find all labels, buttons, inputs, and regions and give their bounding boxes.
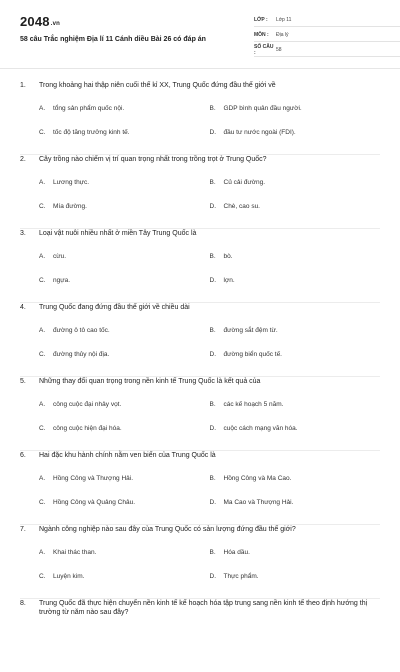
question-item	[20, 377, 380, 451]
question-text: Trung Quốc đang đứng đầu thế giới về chiều dài	[39, 304, 190, 311]
option-letter: B.	[209, 179, 216, 186]
option-text: Hồng Công và Ma Cao.	[223, 475, 292, 482]
option-letter: B.	[209, 327, 216, 334]
option-letter: C.	[39, 351, 46, 358]
meta-label: SỐ CÂU :	[254, 44, 274, 56]
question-item	[20, 451, 380, 525]
answer-options	[39, 548, 380, 596]
question-stem	[20, 303, 380, 312]
answer-option[interactable]	[39, 400, 210, 409]
question-item	[20, 229, 380, 303]
answer-option[interactable]	[210, 498, 381, 507]
option-row	[39, 400, 380, 424]
answer-option[interactable]	[210, 326, 381, 335]
answer-option[interactable]	[39, 202, 210, 211]
question-text: Trung Quốc đã thực hiện chuyển nền kinh tế kế hoạch hóa tập trung sang nền kinh tế theo định hướng thị trường từ năm nào sau đây?	[39, 600, 368, 616]
answer-options	[39, 178, 380, 226]
meta-value: 58	[276, 47, 282, 53]
option-row	[39, 276, 380, 300]
question-item	[20, 599, 380, 672]
question-text: Loại vật nuôi nhiều nhất ở miền Tây Trung Quốc là	[39, 230, 197, 237]
question-text: Cây trồng nào chiếm vị trí quan trọng nhất trong trồng trọt ở Trung Quốc?	[39, 156, 267, 163]
option-row	[39, 178, 380, 202]
question-stem	[20, 599, 380, 617]
option-text: Chè, cao su.	[223, 203, 260, 210]
option-text: tổng sản phẩm quốc nội.	[53, 105, 125, 112]
option-row	[39, 326, 380, 350]
question-list	[20, 81, 380, 672]
option-text: Hồng Công và Thượng Hải.	[53, 475, 134, 482]
option-letter: A.	[39, 253, 46, 260]
option-text: Thực phẩm.	[223, 573, 259, 580]
question-number: 5.	[20, 378, 26, 385]
question-item	[20, 81, 380, 155]
option-letter: C.	[39, 425, 46, 432]
question-stem	[20, 377, 380, 386]
option-text: GDP bình quân đầu người.	[223, 105, 302, 112]
question-number: 8.	[20, 600, 26, 607]
answer-option[interactable]	[210, 178, 381, 187]
option-text: đường sắt đệm từ.	[223, 327, 278, 334]
question-stem	[20, 81, 380, 90]
option-text: đường thủy nội địa.	[53, 351, 110, 358]
option-letter: D.	[209, 425, 216, 432]
option-text: Củ cải đường.	[223, 179, 265, 186]
option-letter: B.	[209, 549, 216, 556]
option-text: tốc độ tăng trưởng kinh tế.	[53, 129, 130, 136]
answer-option[interactable]	[39, 178, 210, 187]
question-number: 4.	[20, 304, 26, 311]
option-letter: D.	[209, 573, 216, 580]
option-letter: A.	[39, 549, 46, 556]
answer-option[interactable]	[39, 474, 210, 483]
option-letter: D.	[209, 203, 216, 210]
question-number: 6.	[20, 452, 26, 459]
option-letter: C.	[39, 277, 46, 284]
answer-option[interactable]	[210, 350, 381, 359]
answer-option[interactable]	[210, 572, 381, 581]
option-text: ngựa.	[53, 277, 71, 284]
answer-option[interactable]	[39, 424, 210, 433]
option-row	[39, 572, 380, 596]
question-stem	[20, 451, 380, 460]
question-text: Những thay đổi quan trọng trong nền kinh tế Trung Quốc là kết quả của	[39, 378, 261, 385]
option-text: lợn.	[223, 277, 235, 284]
page-header	[20, 0, 380, 62]
option-row	[39, 350, 380, 374]
answer-option[interactable]	[39, 104, 210, 113]
option-text: cuộc cách mạng văn hóa.	[223, 425, 298, 432]
option-letter: D.	[209, 499, 216, 506]
option-letter: B.	[209, 475, 216, 482]
option-row	[39, 548, 380, 572]
question-number: 3.	[20, 230, 26, 237]
option-text: Hồng Công và Quảng Châu.	[53, 499, 136, 506]
option-letter: C.	[39, 499, 46, 506]
option-letter: B.	[209, 105, 216, 112]
option-text: Hóa dầu.	[223, 549, 250, 556]
answer-option[interactable]	[39, 350, 210, 359]
question-number: 2.	[20, 156, 26, 163]
answer-option[interactable]	[210, 548, 381, 557]
question-item	[20, 303, 380, 377]
answer-option[interactable]	[39, 252, 210, 261]
answer-option[interactable]	[210, 400, 381, 409]
answer-option[interactable]	[39, 548, 210, 557]
option-text: công cuộc đại nhảy vọt.	[53, 401, 122, 408]
option-text: các kế hoạch 5 năm.	[223, 401, 284, 408]
question-stem	[20, 155, 380, 164]
meta-value: Lớp 11	[276, 17, 292, 23]
option-letter: A.	[39, 179, 46, 186]
header-divider	[0, 68, 400, 69]
answer-option[interactable]	[210, 252, 381, 261]
option-letter: A.	[39, 401, 46, 408]
site-logo[interactable]: 2048.vn	[20, 14, 61, 29]
answer-option[interactable]	[210, 128, 381, 137]
meta-label: LỚP :	[254, 17, 268, 23]
meta-row	[254, 14, 400, 27]
option-row	[39, 128, 380, 152]
answer-options	[39, 252, 380, 300]
option-text: đường biển quốc tế.	[223, 351, 282, 358]
question-text: Trong khoảng hai thập niên cuối thế kỉ XX, Trung Quốc đứng đầu thế giới về	[39, 82, 276, 89]
option-row	[39, 252, 380, 276]
answer-options	[39, 104, 380, 152]
answer-options	[39, 400, 380, 448]
option-text: cừu.	[53, 253, 67, 260]
option-letter: D.	[209, 351, 216, 358]
option-row	[39, 498, 380, 522]
question-text: Hai đặc khu hành chính nằm ven biển của Trung Quốc là	[39, 452, 216, 459]
answer-option[interactable]	[39, 128, 210, 137]
question-number: 7.	[20, 526, 26, 533]
option-text: Ma Cao và Thượng Hải.	[223, 499, 294, 506]
meta-row	[254, 44, 400, 57]
answer-option[interactable]	[210, 104, 381, 113]
option-text: đường ô tô cao tốc.	[53, 327, 110, 334]
option-text: Luyện kim.	[53, 573, 85, 580]
answer-option[interactable]	[39, 572, 210, 581]
option-letter: B.	[209, 253, 216, 260]
meta-label: MÔN :	[254, 32, 269, 38]
option-text: bò.	[223, 253, 233, 260]
document-title: 58 câu Trắc nghiệm Địa lí 11 Cánh diều Bài 26 có đáp án	[20, 36, 206, 43]
option-row	[39, 104, 380, 128]
answer-option[interactable]	[210, 202, 381, 211]
option-letter: C.	[39, 203, 46, 210]
answer-option[interactable]	[39, 276, 210, 285]
option-text: Lương thực.	[53, 179, 90, 186]
question-number: 1.	[20, 82, 26, 89]
option-letter: C.	[39, 129, 46, 136]
answer-options	[39, 326, 380, 374]
answer-option[interactable]	[39, 326, 210, 335]
option-letter: D.	[209, 277, 216, 284]
logo-suffix: .vn	[50, 21, 61, 27]
answer-option[interactable]	[39, 498, 210, 507]
option-row	[39, 474, 380, 498]
meta-row	[254, 29, 400, 42]
question-text: Ngành công nghiệp nào sau đây của Trung Quốc có sản lượng đứng đầu thế giới?	[39, 526, 296, 533]
option-text: đầu tư nước ngoài (FDI).	[223, 129, 296, 136]
meta-value: Địa lý	[276, 32, 289, 38]
answer-option[interactable]	[210, 474, 381, 483]
option-row	[39, 202, 380, 226]
answer-option[interactable]	[210, 276, 381, 285]
question-stem	[20, 229, 380, 238]
question-stem	[20, 525, 380, 534]
option-row	[39, 424, 380, 448]
answer-options	[39, 474, 380, 522]
option-text: công cuộc hiện đại hóa.	[53, 425, 122, 432]
option-letter: C.	[39, 573, 46, 580]
answer-option[interactable]	[210, 424, 381, 433]
option-letter: D.	[209, 129, 216, 136]
option-letter: A.	[39, 327, 46, 334]
document-meta	[254, 14, 400, 59]
option-letter: A.	[39, 105, 46, 112]
option-letter: B.	[209, 401, 216, 408]
option-text: Mía đường.	[53, 203, 87, 210]
question-item	[20, 525, 380, 599]
question-item	[20, 155, 380, 229]
option-letter: A.	[39, 475, 46, 482]
option-text: Khai thác than.	[53, 549, 97, 556]
